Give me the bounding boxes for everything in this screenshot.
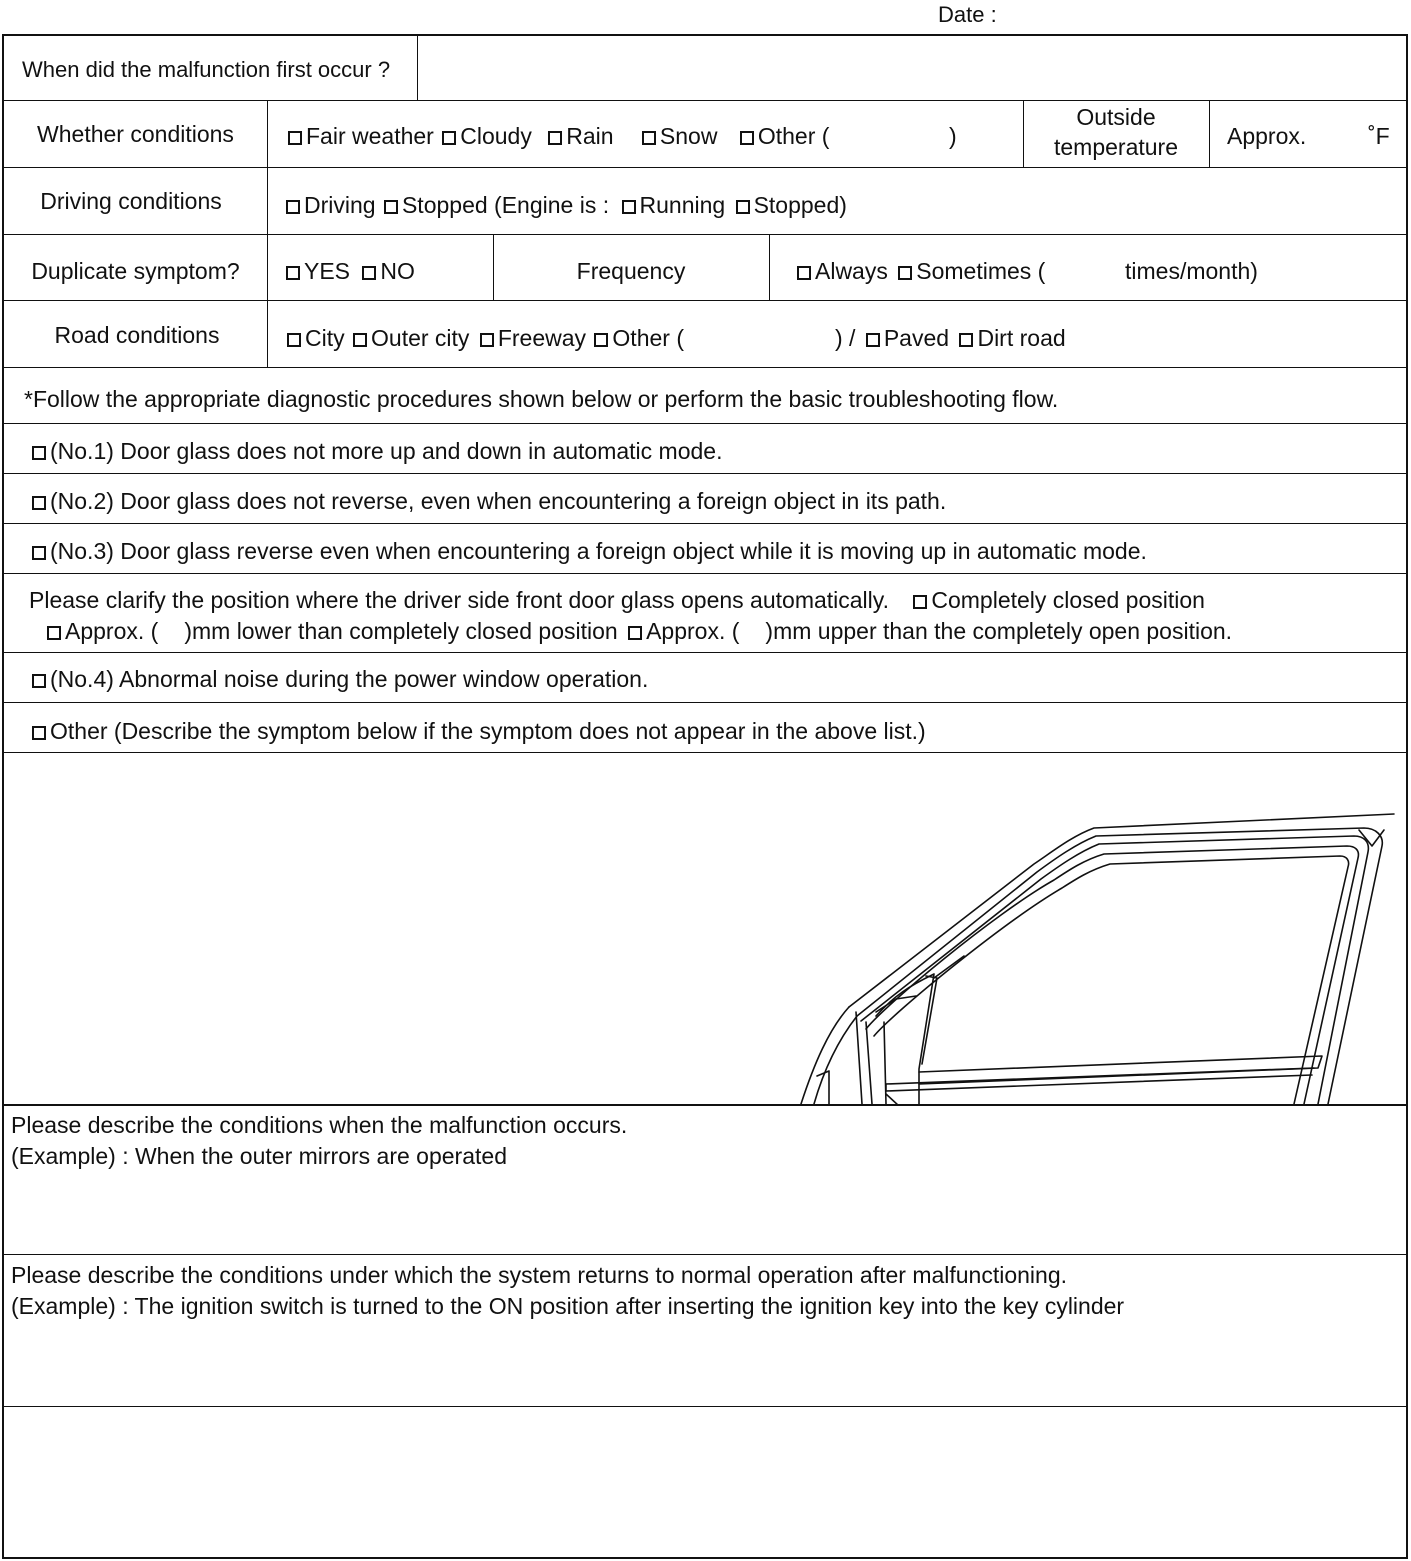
row-divider — [4, 423, 1406, 424]
approx-lower-label-a: Approx. ( — [65, 618, 159, 644]
completely-closed-checkbox[interactable] — [913, 595, 927, 609]
row-divider — [4, 523, 1406, 524]
city-checkbox[interactable] — [287, 333, 301, 347]
describe1-line2: (Example) : When the outer mirrors are operated — [11, 1143, 507, 1169]
frequency-label: Frequency — [576, 258, 686, 284]
temp-approx-label: Approx. — [1227, 123, 1307, 149]
driving-option-label: Driving — [304, 192, 376, 218]
other-road-label: Other ( — [612, 325, 684, 351]
times-per-month-label: times/month) — [1125, 258, 1258, 284]
temp-unit-label: ˚F — [1368, 123, 1390, 149]
first-occur-label: When did the malfunction first occur ? — [22, 57, 391, 82]
column-divider — [769, 234, 770, 300]
approx-lower-checkbox[interactable] — [47, 626, 61, 640]
describe2-line2: (Example) : The ignition switch is turned to the ON position after inserting the ignition key into the key cylinder — [11, 1293, 1125, 1319]
row-divider — [4, 752, 1406, 753]
outside-temp-label-line2: temperature — [1053, 134, 1178, 160]
row-divider — [4, 100, 1406, 101]
symptom-other-label: Other (Describe the symptom below if the symptom does not appear in the above list.) — [50, 718, 926, 744]
window-frame-line — [874, 856, 1349, 1104]
cloudy-label: Cloudy — [460, 123, 532, 149]
symptom-other-checkbox[interactable] — [32, 726, 46, 740]
weather-label: Whether conditions — [37, 121, 234, 147]
pillar-line — [866, 1022, 872, 1104]
door-outline-line — [801, 1007, 849, 1104]
yes-checkbox[interactable] — [286, 266, 300, 280]
row-divider — [4, 1104, 1406, 1106]
snow-label: Snow — [659, 123, 718, 149]
symptom-no2-label: (No.2) Door glass does not reverse, even when encountering a foreign object in its path. — [50, 488, 947, 514]
symptom-no1-checkbox[interactable] — [32, 446, 46, 460]
approx-upper-checkbox[interactable] — [628, 626, 642, 640]
row-divider — [4, 652, 1406, 653]
other-road-checkbox[interactable] — [594, 333, 608, 347]
describe1-line1: Please describe the conditions when the malfunction occurs. — [11, 1112, 628, 1138]
outer-city-label: Outer city — [371, 325, 470, 351]
position-clarify-line — [29, 587, 1205, 613]
road-options — [287, 325, 684, 351]
outside-temp-label-line1: Outside — [1076, 104, 1156, 130]
engine-stopped-label: Stopped) — [753, 192, 847, 218]
approx-upper-label-a: Approx. ( — [646, 618, 740, 644]
column-divider — [1209, 100, 1210, 167]
pillar-line — [856, 1012, 862, 1104]
date-label: Date : — [938, 2, 997, 27]
symptom-no1 — [32, 438, 722, 464]
freeway-label: Freeway — [497, 325, 587, 351]
duplicate-options — [286, 258, 415, 284]
symptom-no3-label: (No.3) Door glass reverse even when encountering a foreign object while it is moving up in automatic mode. — [50, 538, 1147, 564]
stopped-checkbox[interactable] — [384, 200, 398, 214]
fair-weather-label: Fair weather — [306, 123, 434, 149]
column-divider — [417, 36, 418, 100]
no-checkbox[interactable] — [362, 266, 376, 280]
row-divider — [4, 1254, 1406, 1255]
dirt-road-label: Dirt road — [977, 325, 1066, 351]
door-outline-line — [814, 1016, 857, 1104]
symptom-no3 — [32, 538, 1147, 564]
engine-running-label: Running — [639, 192, 726, 218]
stopped-option-label: Stopped (Engine is : — [401, 192, 610, 218]
rain-label: Rain — [566, 123, 614, 149]
symptom-other — [32, 718, 926, 744]
position-approx-line — [47, 618, 1232, 644]
driving-checkbox[interactable] — [286, 200, 300, 214]
yes-label: YES — [304, 258, 351, 284]
approx-upper-label-b: )mm upper than the completely open position. — [765, 618, 1233, 644]
cloudy-checkbox[interactable] — [442, 131, 456, 145]
driving-label: Driving conditions — [40, 188, 222, 214]
always-checkbox[interactable] — [797, 266, 811, 280]
outer-city-checkbox[interactable] — [353, 333, 367, 347]
city-label: City — [305, 325, 345, 351]
describe2-line1: Please describe the conditions under which the system returns to normal operation after malfunctioning. — [11, 1262, 1068, 1288]
instruction-text: *Follow the appropriate diagnostic procedures shown below or perform the basic troubleshooting flow. — [24, 386, 1059, 412]
completely-closed-label: Completely closed position — [931, 587, 1205, 613]
fair-weather-checkbox[interactable] — [288, 131, 302, 145]
paved-checkbox[interactable] — [866, 333, 880, 347]
approx-lower-label-b: )mm lower than completely closed position — [184, 618, 618, 644]
weather-options — [288, 123, 829, 149]
symptom-no1-label: (No.1) Door glass does not more up and down in automatic mode. — [50, 438, 723, 464]
driving-options — [286, 192, 847, 218]
row-divider — [4, 573, 1406, 574]
freeway-checkbox[interactable] — [480, 333, 494, 347]
symptom-no3-checkbox[interactable] — [32, 546, 46, 560]
road-separator: ) / — [835, 325, 856, 351]
road-surface-options — [835, 325, 1066, 351]
car-door-drawing — [794, 784, 1400, 1104]
weather-close-paren: ) — [949, 123, 957, 149]
dirt-road-checkbox[interactable] — [959, 333, 973, 347]
engine-running-checkbox[interactable] — [622, 200, 636, 214]
symptom-no4 — [32, 666, 648, 692]
row-divider — [4, 1406, 1406, 1407]
symptom-no4-checkbox[interactable] — [32, 674, 46, 688]
row-divider — [4, 167, 1406, 168]
belt-line — [886, 1094, 899, 1104]
other-weather-checkbox[interactable] — [740, 131, 754, 145]
road-label: Road conditions — [54, 322, 220, 348]
paved-label: Paved — [883, 325, 950, 351]
other-weather-label: Other ( — [757, 123, 830, 149]
row-divider — [4, 367, 1406, 368]
row-divider — [4, 300, 1406, 301]
snow-checkbox[interactable] — [642, 131, 656, 145]
sometimes-checkbox[interactable] — [898, 266, 912, 280]
position-clarify-text: Please clarify the position where the driver side front door glass opens automatically. — [29, 587, 889, 613]
row-divider — [4, 702, 1406, 703]
rain-checkbox[interactable] — [548, 131, 562, 145]
symptom-no4-label: (No.4) Abnormal noise during the power window operation. — [50, 666, 649, 692]
malfunction-check-sheet — [2, 34, 1408, 1559]
row-divider — [4, 234, 1406, 235]
frequency-options — [797, 258, 1045, 284]
row-divider — [4, 473, 1406, 474]
duplicate-label: Duplicate symptom? — [31, 258, 240, 284]
window-frame-line — [866, 846, 1358, 1104]
sometimes-label: Sometimes ( — [916, 258, 1046, 284]
always-label: Always — [815, 258, 888, 284]
symptom-no2 — [32, 488, 946, 514]
engine-stopped-checkbox[interactable] — [736, 200, 750, 214]
symptom-no2-checkbox[interactable] — [32, 496, 46, 510]
no-label: NO — [380, 258, 415, 284]
